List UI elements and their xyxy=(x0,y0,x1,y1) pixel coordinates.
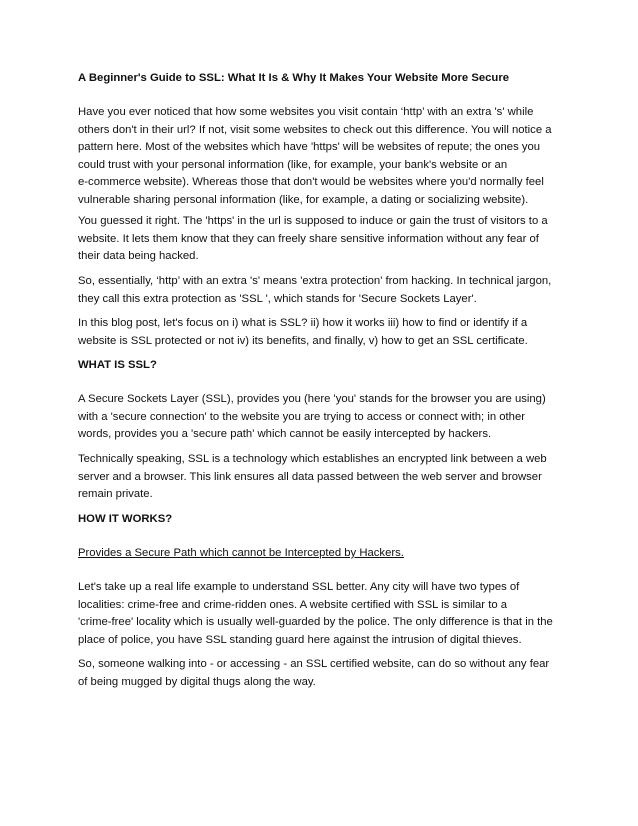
text-line: their data being hacked. xyxy=(78,250,199,263)
text-line: localities: crime-free and crime-ridden ones. A website certified with SSL is similar to a xyxy=(78,598,508,611)
text-line: remain private. xyxy=(78,488,153,501)
text-line: server and a browser. This link ensures all data passed between the web server and browser xyxy=(78,470,542,483)
text-line: others don't in their url? If not, visit some websites to check out this difference. You will notice a xyxy=(78,123,552,136)
text-line: A Secure Sockets Layer (SSL), provides you (here 'you' stands for the browser you are using) xyxy=(78,393,546,405)
heading-text: HOW IT WORKS? xyxy=(78,513,173,525)
paragraph-ssl-technical xyxy=(78,451,568,504)
text-line: So, someone walking into - or accessing - an SSL certified website, can do so without any fear xyxy=(78,658,550,670)
heading-how-it-works xyxy=(78,511,568,529)
heading-what-is-ssl xyxy=(78,357,568,375)
subheading-text: Provides a Secure Path which cannot be Intercepted by Hackers. xyxy=(78,547,404,559)
text-line: website is SSL protected or not iv) its benefits, and finally, v) how to get an SSL certificate. xyxy=(78,334,528,347)
text-line: could trust with your personal information (like, for example, your bank's website or an xyxy=(78,158,508,171)
text-line: website. It lets them know that they can freely share sensitive information without any fear of xyxy=(78,232,539,245)
paragraph-real-life-example xyxy=(78,579,568,649)
paragraph-intro xyxy=(78,104,568,210)
text-line: of being mugged by digital thugs along the way. xyxy=(78,675,316,688)
heading-text: WHAT IS SSL? xyxy=(78,359,157,371)
subheading-secure-path xyxy=(78,545,568,563)
text-line: pattern here. Most of the websites which have 'https' will be websites of repute; the ones you xyxy=(78,141,541,154)
text-line: Have you ever noticed that how some websites you visit contain ‘http’ with an extra 's' while xyxy=(78,106,534,118)
paragraph-conclusion xyxy=(78,656,568,691)
text-line: e-commerce website). Whereas those that don't would be websites where you'd normally feel xyxy=(78,176,544,189)
text-line: 'crime-free' locality which is usually well-guarded by the police. The only difference is that in the xyxy=(78,616,553,629)
paragraph-ssl-definition xyxy=(78,391,568,444)
document-title xyxy=(78,70,568,88)
paragraph-blog-outline xyxy=(78,315,568,350)
title-text: A Beginner's Guide to SSL: What It Is & Why It Makes Your Website More Secure xyxy=(78,72,509,84)
text-line: Technically speaking, SSL is a technology which establishes an encrypted link between a web xyxy=(78,453,547,465)
text-line: You guessed it right. The 'https' in the url is supposed to induce or gain the trust of visitors to a xyxy=(78,215,548,227)
text-line: In this blog post, let's focus on i) what is SSL? ii) how it works iii) how to find or identify if a xyxy=(78,317,528,329)
text-line: with a 'secure connection' to the website you are trying to access or connect with; in other xyxy=(78,410,526,423)
paragraph-extra-protection xyxy=(78,273,568,308)
text-line: Let's take up a real life example to understand SSL better. Any city will have two types of xyxy=(78,581,520,593)
text-line: So, essentially, ‘http’ with an extra 's' means 'extra protection' from hacking. In technical jargon, xyxy=(78,275,552,287)
text-line: place of police, you have SSL standing guard here against the intrusion of digital thieves. xyxy=(78,633,522,646)
text-line: they call this extra protection as 'SSL ', which stands for 'Secure Sockets Layer'. xyxy=(78,292,477,305)
text-line: words, provides you a 'secure path' which cannot be easily intercepted by hackers. xyxy=(78,428,492,441)
text-line: vulnerable sharing personal information (like, for example, a dating or socializing website). xyxy=(78,193,529,206)
paragraph-https-trust xyxy=(78,213,568,266)
